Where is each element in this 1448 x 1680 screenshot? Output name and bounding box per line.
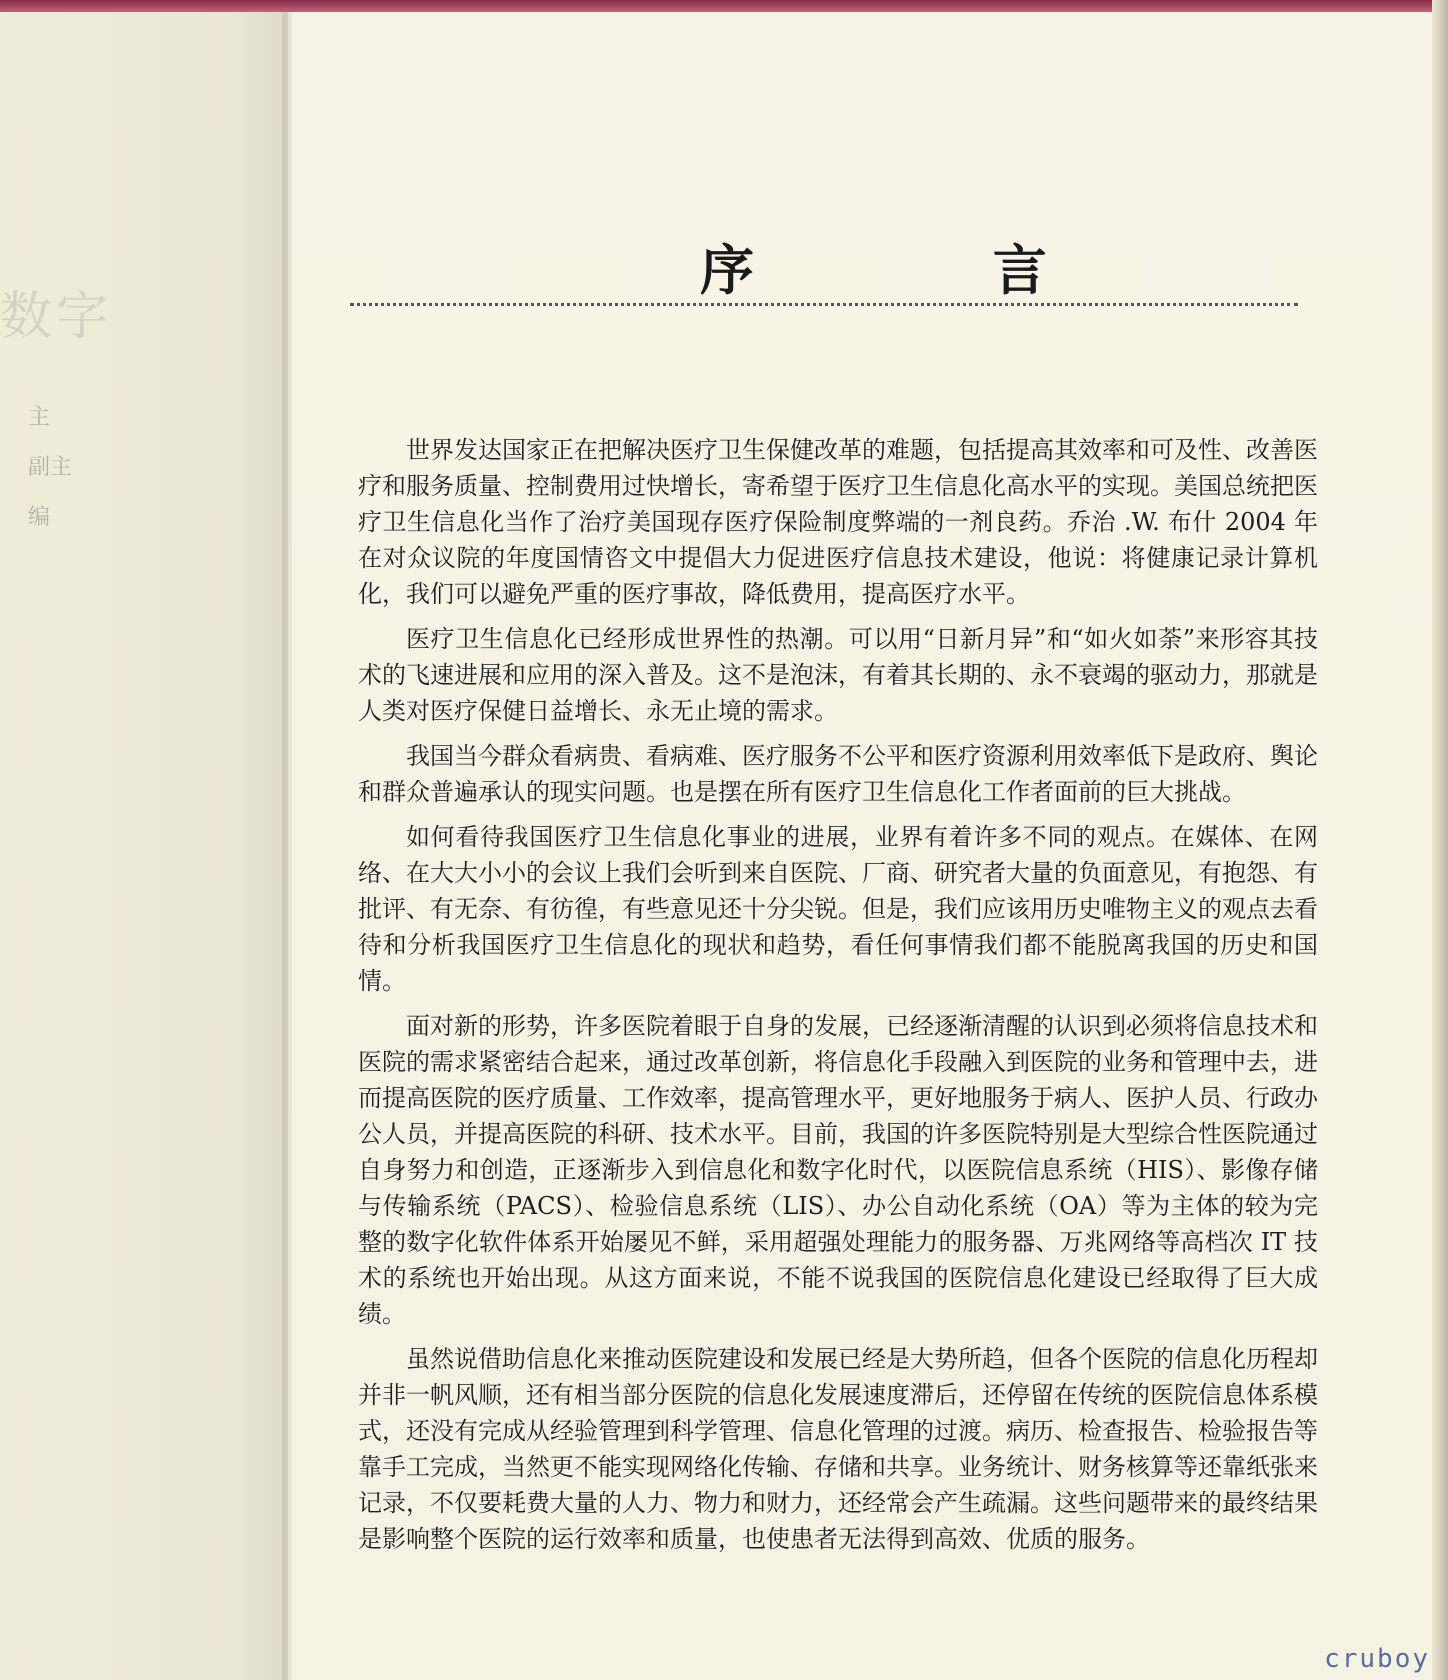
paragraph: 虽然说借助信息化来推动医院建设和发展已经是大势所趋，但各个医院的信息化历程却并非一帆风顺，还有相当部分医院的信息化发展速度滞后，还停留在传统的医院信息体系模式，还没有完成从经验管理到科学管理、信息化管理的过渡。病历、检查报告、检验报告等靠手工完成，当然更不能实现网络化传输、存储和共享。业务统计、财务核算等还靠纸张来记录，不仅要耗费大量的人力、物力和财力，还经常会产生疏漏。这些问题带来的最终结果是影响整个医院的运行效率和质量，也使患者无法得到高效、优质的服务。 xyxy=(358,1345,1318,1553)
left-page-label: 副主 xyxy=(28,455,73,480)
left-page xyxy=(0,12,288,1680)
title-divider xyxy=(350,303,1298,306)
left-page-label: 编 xyxy=(28,505,51,530)
watermark: cruboy xyxy=(1324,1644,1430,1674)
paragraph: 面对新的形势，许多医院着眼于自身的发展，已经逐渐清醒的认识到必须将信息技术和医院的需求紧密结合起来，通过改革创新，将信息化手段融入到医院的业务和管理中去，进而提高医院的医疗质量、工作效率，提高管理水平，更好地服务于病人、医护人员、行政办公人员，并提高医院的科研、技术水平。目前，我国的许多医院特别是大型综合性医院通过自身努力和创造，正逐渐步入到信息化和数字化时代，以医院信息系统（HIS）、影像存储与传输系统（PACS）、检验信息系统（LIS）、办公自动化系统（OA）等为主体的较为完整的数字化软件体系开始屡见不鲜，采用超强处理能力的服务器、万兆网络等高档次 IT 技术的系统也开始出现。从这方面来说，不能不说我国的医院信息化建设已经取得了巨大成绩。 xyxy=(358,1012,1318,1328)
paragraph: 我国当今群众看病贵、看病难、医疗服务不公平和医疗资源利用效率低下是政府、舆论和群众普遍承认的现实问题。也是摆在所有医疗卫生信息化工作者面前的巨大挑战。 xyxy=(358,742,1318,806)
left-page-label: 主 xyxy=(28,405,51,430)
page-right-edge xyxy=(1432,0,1448,1680)
paragraph: 如何看待我国医疗卫生信息化事业的进展，业界有着许多不同的观点。在媒体、在网络、在大大小小的会议上我们会听到来自医院、厂商、研究者大量的负面意见，有抱怨、有批评、有无奈、有彷徨，有些意见还十分尖锐。但是，我们应该用历史唯物主义的观点去看待和分析我国医疗卫生信息化的现状和趋势，看任何事情我们都不能脱离我国的历史和国情。 xyxy=(358,823,1318,995)
paragraph: 世界发达国家正在把解决医疗卫生保健改革的难题，包括提高其效率和可及性、改善医疗和服务质量、控制费用过快增长，寄希望于医疗卫生信息化高水平的实现。美国总统把医疗卫生信息化当作了治疗美国现存医疗保险制度弊端的一剂良药。乔治 .W. 布什 2004 年在对众议院的年度国情咨文中提倡大力促进医疗信息技术建设，他说：将健康记录计算机化，我们可以避免严重的医疗事故，降低费用，提高医疗水平。 xyxy=(358,436,1318,608)
preface-body xyxy=(358,432,1318,1566)
page-title: 序 言 xyxy=(700,238,1157,302)
paragraph: 医疗卫生信息化已经形成世界性的热潮。可以用“日新月异”和“如火如荼”来形容其技术的飞速进展和应用的深入普及。这不是泡沫，有着其长期的、永不衰竭的驱动力，那就是人类对医疗保健日益增长、永无止境的需求。 xyxy=(358,625,1318,725)
book-cover-edge xyxy=(0,0,1448,12)
left-page-faint-title: 数字 xyxy=(0,287,113,347)
